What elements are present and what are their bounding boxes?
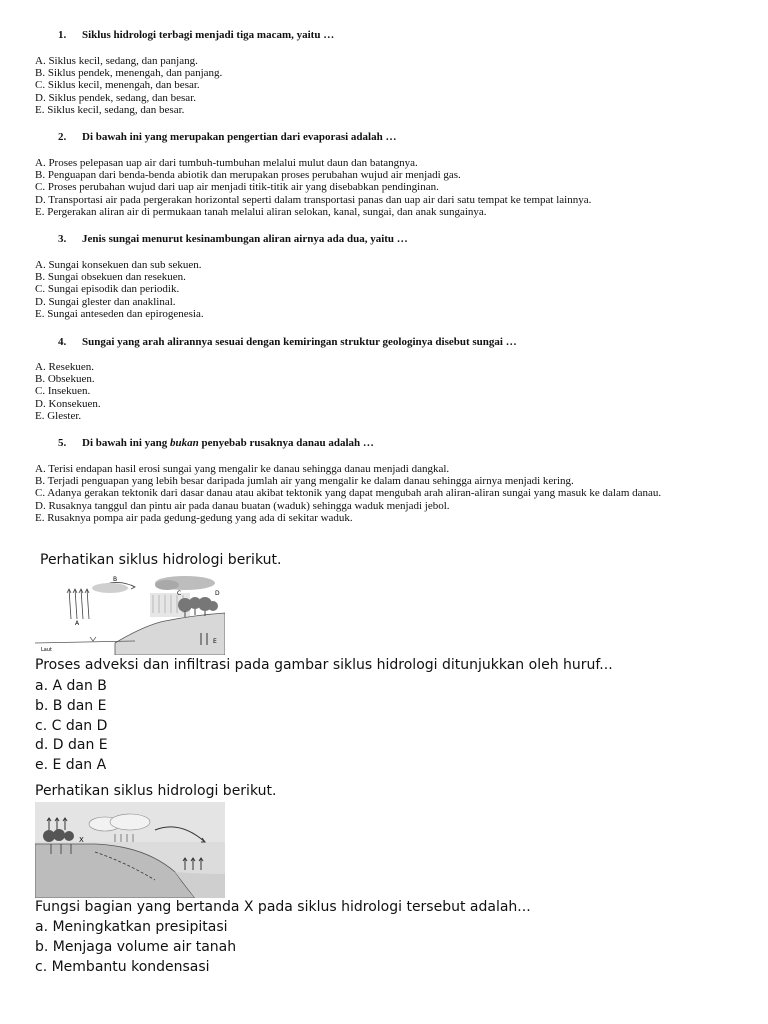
option-d[interactable]: D. Siklus pendek, sedang, dan besar.	[35, 91, 196, 104]
question-4-title	[58, 336, 517, 348]
option-c[interactable]: C. Adanya gerakan tektonik dari dasar danau atau akibat tektonik yang dapat mengubah arah aliran-aliran sungai yang masuk ke dalam danau.	[35, 487, 662, 500]
option-a[interactable]: a. Meningkatkan presipitasi	[35, 919, 228, 935]
question-number: 3.	[58, 233, 67, 245]
figure-a-label-d: D	[215, 590, 220, 597]
option-a[interactable]: A. Siklus kecil, sedang, dan panjang.	[35, 55, 198, 67]
option-e[interactable]: e. E dan A	[35, 757, 107, 774]
question-5-title	[58, 437, 374, 449]
option-e[interactable]: E. Rusaknya pompa air pada gedung-gedung yang ada di sekitar waduk.	[35, 511, 353, 524]
option-d[interactable]: D. Konsekuen.	[35, 397, 101, 410]
option-e[interactable]: E. Siklus kecil, sedang, dan besar.	[35, 103, 185, 116]
option-d[interactable]: D. Rusaknya tanggul dan pintu air pada danau buatan (waduk) sehingga waduk menjadi jebol.	[35, 499, 450, 512]
question-number: 5.	[58, 437, 67, 449]
question-2-title	[58, 131, 396, 143]
figure-b-label-x: X	[79, 836, 84, 844]
option-b[interactable]: B. Terjadi penguapan yang lebih besar daripada jumlah air yang mengalir ke dalam danau sehingga airnya menjadi kering.	[35, 475, 574, 488]
option-e[interactable]: E. Sungai anteseden dan epirogenesia.	[35, 307, 204, 320]
section-b-options	[35, 918, 236, 977]
option-a[interactable]: a. A dan B	[35, 678, 107, 694]
question-5-options	[35, 463, 735, 524]
option-b[interactable]: B. Penguapan dari benda-benda abiotik dan merupakan proses perubahan wujud air menjadi gas.	[35, 169, 461, 182]
figure-a-label-sea: Laut	[41, 647, 52, 653]
question-1-title	[58, 29, 334, 41]
question-text: Jenis sungai menurut kesinambungan aliran airnya ada dua, yaitu …	[82, 233, 408, 245]
option-d[interactable]: D. Sungai glester dan anaklinal.	[35, 295, 176, 308]
section-a-question: Proses adveksi dan infiltrasi pada gambar siklus hidrologi ditunjukkan oleh huruf...	[35, 657, 613, 673]
question-number: 4.	[58, 336, 67, 348]
option-b[interactable]: B. Obsekuen.	[35, 373, 95, 386]
option-c[interactable]: c. C dan D	[35, 717, 108, 734]
question-text-before: Di bawah ini yang	[82, 437, 171, 449]
question-text: Di bawah ini yang merupakan pengertian dari evaporasi adalah …	[82, 131, 397, 143]
option-a[interactable]: A. Proses pelepasan uap air dari tumbuh-tumbuhan melalui mulut daun dan batangnya.	[35, 157, 418, 169]
option-e[interactable]: E. Pergerakan aliran air di permukaan tanah melalui aliran selokan, kanal, sungai, dan anak sungainya.	[35, 205, 487, 218]
figure-a-label-b: B	[113, 576, 118, 583]
question-2-options	[35, 157, 735, 218]
section-a-title: Perhatikan siklus hidrologi berikut.	[40, 552, 282, 568]
option-a[interactable]: A. Terisi endapan hasil erosi sungai yang mengalir ke danau sehingga danau menjadi dangkal.	[35, 463, 450, 475]
figure-a-label-c: C	[177, 590, 182, 597]
option-b[interactable]: b. B dan E	[35, 697, 107, 714]
option-c[interactable]: C. Siklus kecil, menengah, dan besar.	[35, 79, 200, 92]
question-1-options	[35, 55, 735, 116]
option-a[interactable]: A. Sungai konsekuen dan sub sekuen.	[35, 259, 202, 271]
hydrology-cycle-figure-b	[35, 802, 225, 898]
question-4-options	[35, 361, 735, 422]
section-b-question: Fungsi bagian yang bertanda X pada siklus hidrologi tersebut adalah...	[35, 899, 531, 915]
option-e[interactable]: E. Glester.	[35, 409, 82, 422]
option-c[interactable]: C. Sungai episodik dan periodik.	[35, 283, 180, 296]
question-text: Sungai yang arah alirannya sesuai dengan kemiringan struktur geologinya disebut sungai …	[82, 336, 517, 348]
hydrology-cycle-figure-a	[35, 573, 225, 655]
question-number: 1.	[58, 29, 67, 41]
option-c[interactable]: c. Membantu kondensasi	[35, 958, 210, 975]
option-b[interactable]: b. Menjaga volume air tanah	[35, 938, 237, 955]
option-d[interactable]: d. D dan E	[35, 737, 108, 754]
option-a[interactable]: A. Resekuen.	[35, 361, 94, 373]
question-text-after: penyebab rusaknya danau adalah …	[198, 437, 374, 449]
option-d[interactable]: D. Transportasi air pada pergerakan horizontal seperti dalam transportasi panas dan uap air dari satu tempat ke tempat lainnya.	[35, 193, 592, 206]
question-3-title	[58, 233, 408, 245]
option-b[interactable]: B. Siklus pendek, menengah, dan panjang.	[35, 67, 223, 80]
section-a-options	[35, 677, 108, 776]
section-b-title: Perhatikan siklus hidrologi berikut.	[35, 783, 277, 799]
question-text-italic: bukan	[170, 437, 199, 449]
question-3-options	[35, 259, 735, 320]
option-b[interactable]: B. Sungai obsekuen dan resekuen.	[35, 271, 186, 284]
option-c[interactable]: C. Proses perubahan wujud dari uap air menjadi titik-titik air yang disebabkan pendinginan.	[35, 181, 439, 194]
question-text: Siklus hidrologi terbagi menjadi tiga macam, yaitu …	[82, 29, 335, 41]
figure-a-label-a: A	[75, 620, 80, 627]
option-c[interactable]: C. Insekuen.	[35, 385, 91, 398]
question-number: 2.	[58, 131, 67, 143]
figure-a-label-e: E	[213, 638, 217, 645]
